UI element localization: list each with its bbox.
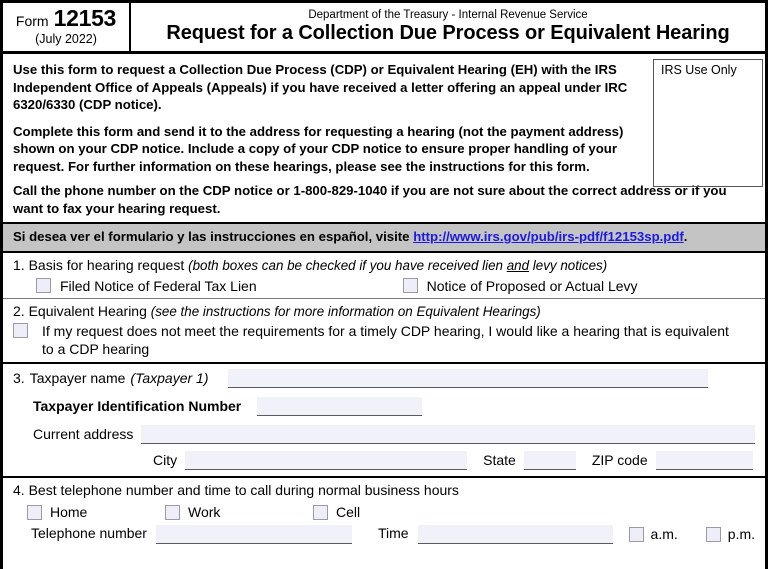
time-label: Time [377, 525, 409, 542]
telephone-number-input[interactable] [156, 525, 352, 544]
checkbox-label-pm: p.m. [727, 525, 755, 542]
current-address-label: Current address [33, 425, 134, 442]
section-1-number: 1. [13, 256, 25, 273]
checkbox-label-am: a.m. [650, 525, 678, 542]
form-revision-date: (July 2022) [35, 31, 97, 46]
checkbox-notice-proposed-actual-levy[interactable] [403, 278, 638, 295]
section-3-taxpayer-info [3, 364, 765, 476]
section-1-basis-for-hearing [3, 253, 765, 298]
spanish-notice-period: . [683, 229, 688, 245]
section-2-heading [13, 303, 755, 321]
telephone-number-label: Telephone number [31, 525, 147, 542]
checkbox-phone-home[interactable] [27, 504, 165, 521]
state-input[interactable] [524, 451, 576, 470]
checkbox-label-home: Home [50, 503, 88, 520]
section-1-note-emphasis: and [506, 257, 530, 273]
section-1-note [188, 258, 607, 273]
checkbox-label-equivalent-hearing: If my request does not meet the requirements for a timely CDP hearing, I would like a hearing that is equivalent to a CDP hearing [42, 323, 729, 358]
checkbox-pm[interactable] [706, 526, 755, 544]
section-4-telephone [3, 478, 765, 544]
current-address-input[interactable] [141, 425, 755, 444]
section-4-title: Best telephone number and time to call during normal business hours [28, 482, 459, 499]
checkbox-icon[interactable] [313, 505, 328, 520]
checkbox-icon[interactable] [165, 505, 180, 520]
state-label: State [483, 451, 516, 468]
section-3-number: 3. [13, 369, 25, 386]
form-header [3, 3, 765, 54]
section-2-title: Equivalent Hearing [28, 302, 147, 319]
checkbox-icon[interactable] [27, 505, 42, 520]
checkbox-icon[interactable] [706, 527, 721, 542]
section-2-equivalent-hearing [3, 299, 765, 363]
intro-paragraph-3: Call the phone number on the CDP notice or 1-800-829-1040 if you are not sure about the correct address or if you want to fax your hearing request. [13, 183, 727, 216]
intro-paragraph-1: Use this form to request a Collection Due Process (CDP) or Equivalent Hearing (EH) with the IRS Independent Office of Appeals (Appeals) if you have received a letter offering an appeal under IRC 6320/6330 (CDP notice). [13, 62, 628, 113]
spanish-notice-text: Si desea ver el formulario y las instrucciones en español, visite [13, 229, 414, 245]
section-4-heading [13, 482, 755, 500]
checkbox-icon[interactable] [13, 323, 28, 338]
irs-use-only-label: IRS Use Only [661, 63, 737, 77]
taxpayer-name-row [13, 369, 755, 388]
checkbox-label-work: Work [188, 503, 221, 520]
city-state-zip-row [13, 451, 755, 470]
form-number: 12153 [53, 4, 117, 31]
city-label: City [153, 451, 178, 468]
intro-block [3, 54, 765, 182]
section-1-note-post: levy notices) [529, 257, 608, 273]
section-2-number: 2. [13, 302, 25, 319]
checkbox-icon[interactable] [629, 527, 644, 542]
form-number-cell [3, 3, 131, 51]
section-1-options-row [13, 278, 755, 295]
city-input[interactable] [185, 451, 467, 470]
section-1-title: Basis for hearing request [28, 256, 185, 273]
checkbox-label-lien: Filed Notice of Federal Tax Lien [60, 277, 257, 294]
section-2-note: (see the instructions for more information on Equivalent Hearings) [150, 303, 541, 319]
form-title-cell [131, 3, 765, 51]
form-number-line [15, 4, 117, 31]
intro-paragraph-2: Complete this form and send it to the address for requesting a hearing (not the payment address) shown on your CDP notice. Include a copy of your CDP notice to ensure proper handling of your request. For further information on these hearings, please see the instructions for this form. [13, 123, 624, 174]
spanish-form-link[interactable]: http://www.irs.gov/pub/irs-pdf/f12153sp.pdf [413, 229, 684, 245]
section-1-heading [13, 257, 755, 275]
intro-text-column [13, 61, 648, 175]
section-4-number: 4. [13, 482, 25, 499]
telephone-time-row [13, 525, 755, 544]
current-address-row [13, 425, 755, 444]
taxpayer-name-note: (Taxpayer 1) [130, 369, 209, 386]
zip-code-label: ZIP code [591, 451, 648, 468]
checkbox-phone-work[interactable] [165, 504, 313, 521]
zip-code-input[interactable] [656, 451, 753, 470]
irs-use-only-box [653, 59, 763, 187]
checkbox-am[interactable] [629, 526, 678, 544]
checkbox-label-levy: Notice of Proposed or Actual Levy [426, 277, 638, 294]
taxpayer-identification-number-row [13, 397, 755, 416]
checkbox-icon[interactable] [36, 278, 51, 293]
form-word-label: Form [15, 12, 49, 29]
spanish-notice-band [3, 222, 765, 253]
intro-paragraph-3-wrap [3, 182, 765, 222]
taxpayer-name-label: Taxpayer name [29, 369, 126, 386]
page-title: Request for a Collection Due Process or Equivalent Hearing [166, 22, 730, 45]
checkbox-phone-cell[interactable] [313, 504, 360, 521]
checkbox-label-cell: Cell [336, 503, 361, 520]
section-2-option-row[interactable] [13, 323, 755, 359]
phone-type-options-row [13, 504, 755, 521]
tin-input[interactable] [257, 397, 422, 416]
section-1-note-pre: (both boxes can be checked if you have received lien [188, 257, 507, 273]
checkbox-icon[interactable] [403, 278, 418, 293]
time-input[interactable] [418, 525, 613, 544]
tin-label: Taxpayer Identification Number [33, 397, 242, 414]
checkbox-filed-notice-federal-tax-lien[interactable] [36, 278, 257, 295]
taxpayer-name-input[interactable] [228, 369, 708, 388]
department-label: Department of the Treasury - Internal Revenue Service [308, 8, 588, 21]
